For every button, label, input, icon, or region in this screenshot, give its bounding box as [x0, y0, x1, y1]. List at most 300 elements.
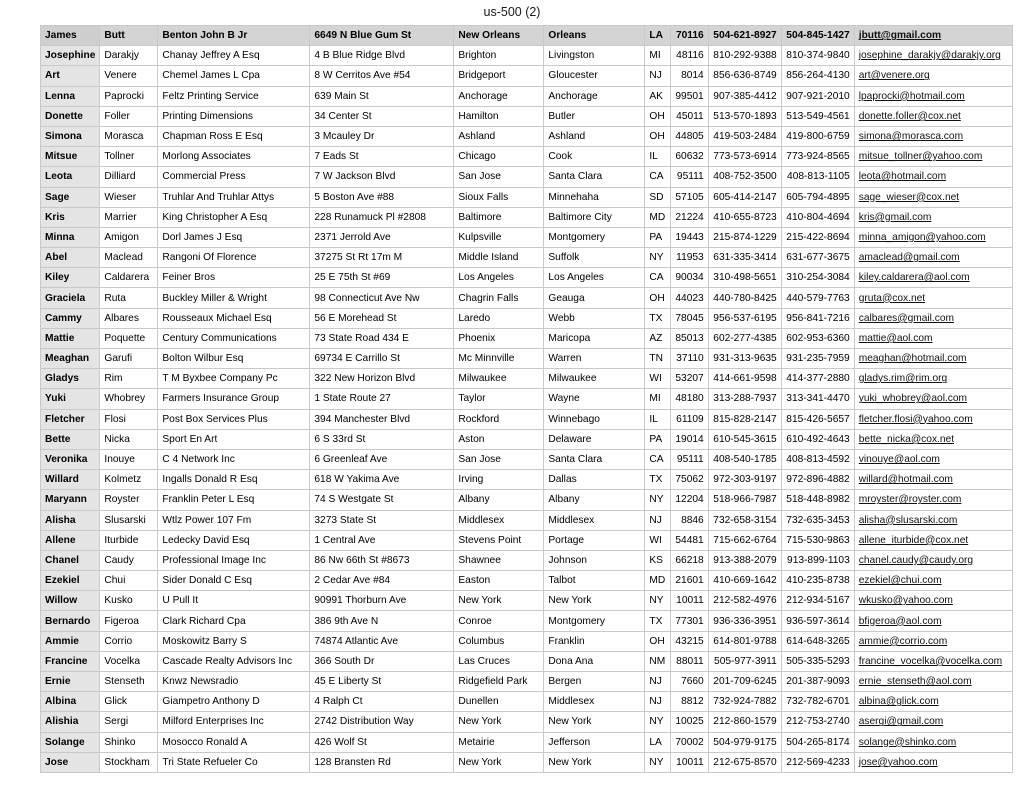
cell-state[interactable]: OH — [645, 126, 671, 146]
cell-county[interactable]: Middlesex — [544, 510, 645, 530]
cell-phone1[interactable]: 936-336-3951 — [708, 611, 781, 631]
cell-last-name[interactable]: Flosi — [100, 409, 158, 429]
cell-company[interactable]: Tri State Refueler Co — [158, 752, 310, 772]
cell-zip[interactable]: 48116 — [671, 46, 708, 66]
cell-company[interactable]: Bolton Wilbur Esq — [158, 349, 310, 369]
cell-phone1[interactable]: 602-277-4385 — [708, 328, 781, 348]
cell-zip[interactable]: 57105 — [671, 187, 708, 207]
cell-phone2[interactable]: 931-235-7959 — [781, 349, 854, 369]
cell-email[interactable]: kris@gmail.com — [854, 207, 1012, 227]
cell-state[interactable]: MI — [645, 389, 671, 409]
cell-company[interactable]: Moskowitz Barry S — [158, 631, 310, 651]
cell-last-name[interactable]: Corrio — [100, 631, 158, 651]
cell-state[interactable]: CA — [645, 449, 671, 469]
cell-email[interactable]: mitsue_tollner@yahoo.com — [854, 147, 1012, 167]
cell-phone1[interactable]: 212-675-8570 — [708, 752, 781, 772]
cell-phone1[interactable]: 313-288-7937 — [708, 389, 781, 409]
cell-address[interactable]: 34 Center St — [310, 106, 454, 126]
cell-first-name[interactable]: Graciela — [41, 288, 100, 308]
cell-phone1[interactable]: 810-292-9388 — [708, 46, 781, 66]
cell-email[interactable]: wkusko@yahoo.com — [854, 591, 1012, 611]
cell-last-name[interactable]: Wieser — [100, 187, 158, 207]
cell-state[interactable]: CA — [645, 268, 671, 288]
cell-city[interactable]: Irving — [454, 470, 544, 490]
cell-address[interactable]: 3 Mcauley Dr — [310, 126, 454, 146]
cell-last-name[interactable]: Foller — [100, 106, 158, 126]
cell-county[interactable]: Baltimore City — [544, 207, 645, 227]
cell-email[interactable]: simona@morasca.com — [854, 126, 1012, 146]
cell-state[interactable]: SD — [645, 187, 671, 207]
cell-email[interactable]: asergi@gmail.com — [854, 712, 1012, 732]
cell-phone1[interactable]: 631-335-3414 — [708, 248, 781, 268]
cell-phone1[interactable]: 956-537-6195 — [708, 308, 781, 328]
cell-company[interactable]: Giampetro Anthony D — [158, 692, 310, 712]
cell-phone1[interactable]: 504-979-9175 — [708, 732, 781, 752]
cell-phone1[interactable]: 732-924-7882 — [708, 692, 781, 712]
cell-zip[interactable]: 90034 — [671, 268, 708, 288]
cell-city[interactable]: Los Angeles — [454, 268, 544, 288]
cell-city[interactable]: Phoenix — [454, 328, 544, 348]
cell-county[interactable]: Delaware — [544, 429, 645, 449]
cell-phone1[interactable]: 504-621-8927 — [708, 26, 781, 46]
cell-city[interactable]: New Orleans — [454, 26, 544, 46]
cell-phone1[interactable]: 408-540-1785 — [708, 449, 781, 469]
cell-address[interactable]: 128 Bransten Rd — [310, 752, 454, 772]
cell-phone2[interactable]: 602-953-6360 — [781, 328, 854, 348]
cell-first-name[interactable]: Ernie — [41, 672, 100, 692]
cell-first-name[interactable]: Donette — [41, 106, 100, 126]
cell-state[interactable]: TX — [645, 470, 671, 490]
cell-address[interactable]: 25 E 75th St #69 — [310, 268, 454, 288]
cell-company[interactable]: Feltz Printing Service — [158, 86, 310, 106]
cell-first-name[interactable]: Ammie — [41, 631, 100, 651]
cell-company[interactable]: Ledecky David Esq — [158, 530, 310, 550]
cell-address[interactable]: 74 S Westgate St — [310, 490, 454, 510]
cell-county[interactable]: Orleans — [544, 26, 645, 46]
cell-phone2[interactable]: 212-753-2740 — [781, 712, 854, 732]
cell-city[interactable]: Milwaukee — [454, 369, 544, 389]
cell-county[interactable]: Ashland — [544, 126, 645, 146]
cell-phone2[interactable]: 810-374-9840 — [781, 46, 854, 66]
cell-email[interactable]: mattie@aol.com — [854, 328, 1012, 348]
cell-city[interactable]: Brighton — [454, 46, 544, 66]
cell-phone1[interactable]: 732-658-3154 — [708, 510, 781, 530]
cell-phone1[interactable]: 440-780-8425 — [708, 288, 781, 308]
cell-county[interactable]: Albany — [544, 490, 645, 510]
cell-county[interactable]: Los Angeles — [544, 268, 645, 288]
cell-phone1[interactable]: 212-582-4976 — [708, 591, 781, 611]
cell-phone2[interactable]: 313-341-4470 — [781, 389, 854, 409]
cell-zip[interactable]: 10011 — [671, 752, 708, 772]
cell-last-name[interactable]: Butt — [100, 26, 158, 46]
cell-email[interactable]: calbares@gmail.com — [854, 308, 1012, 328]
cell-state[interactable]: OH — [645, 288, 671, 308]
cell-state[interactable]: TX — [645, 308, 671, 328]
cell-first-name[interactable]: Art — [41, 66, 100, 86]
cell-address[interactable]: 45 E Liberty St — [310, 672, 454, 692]
cell-address[interactable]: 98 Connecticut Ave Nw — [310, 288, 454, 308]
cell-email[interactable]: albina@glick.com — [854, 692, 1012, 712]
cell-city[interactable]: Taylor — [454, 389, 544, 409]
cell-last-name[interactable]: Tollner — [100, 147, 158, 167]
cell-zip[interactable]: 61109 — [671, 409, 708, 429]
cell-first-name[interactable]: Francine — [41, 651, 100, 671]
cell-first-name[interactable]: Alisha — [41, 510, 100, 530]
cell-county[interactable]: Franklin — [544, 631, 645, 651]
cell-address[interactable]: 6 S 33rd St — [310, 429, 454, 449]
cell-city[interactable]: New York — [454, 712, 544, 732]
cell-first-name[interactable]: Solange — [41, 732, 100, 752]
cell-phone1[interactable]: 773-573-6914 — [708, 147, 781, 167]
cell-address[interactable]: 8 W Cerritos Ave #54 — [310, 66, 454, 86]
cell-company[interactable]: Buckley Miller & Wright — [158, 288, 310, 308]
cell-first-name[interactable]: Veronika — [41, 449, 100, 469]
cell-company[interactable]: Knwz Newsradio — [158, 672, 310, 692]
cell-address[interactable]: 86 Nw 66th St #8673 — [310, 550, 454, 570]
cell-company[interactable]: Cascade Realty Advisors Inc — [158, 651, 310, 671]
cell-email[interactable]: vinouye@aol.com — [854, 449, 1012, 469]
cell-company[interactable]: Chapman Ross E Esq — [158, 126, 310, 146]
cell-address[interactable]: 386 9th Ave N — [310, 611, 454, 631]
cell-state[interactable]: OH — [645, 106, 671, 126]
cell-county[interactable]: Anchorage — [544, 86, 645, 106]
cell-city[interactable]: Mc Minnville — [454, 349, 544, 369]
cell-state[interactable]: NJ — [645, 510, 671, 530]
cell-last-name[interactable]: Shinko — [100, 732, 158, 752]
cell-phone2[interactable]: 215-422-8694 — [781, 227, 854, 247]
cell-state[interactable]: TN — [645, 349, 671, 369]
cell-last-name[interactable]: Stenseth — [100, 672, 158, 692]
cell-first-name[interactable]: Jose — [41, 752, 100, 772]
cell-email[interactable]: meaghan@hotmail.com — [854, 349, 1012, 369]
cell-email[interactable]: ernie_stenseth@aol.com — [854, 672, 1012, 692]
cell-company[interactable]: Milford Enterprises Inc — [158, 712, 310, 732]
cell-last-name[interactable]: Vocelka — [100, 651, 158, 671]
cell-phone2[interactable]: 513-549-4561 — [781, 106, 854, 126]
cell-state[interactable]: NJ — [645, 692, 671, 712]
cell-last-name[interactable]: Amigon — [100, 227, 158, 247]
cell-zip[interactable]: 60632 — [671, 147, 708, 167]
cell-county[interactable]: Dallas — [544, 470, 645, 490]
cell-zip[interactable]: 54481 — [671, 530, 708, 550]
cell-zip[interactable]: 85013 — [671, 328, 708, 348]
cell-last-name[interactable]: Iturbide — [100, 530, 158, 550]
cell-phone2[interactable]: 715-530-9863 — [781, 530, 854, 550]
cell-first-name[interactable]: Simona — [41, 126, 100, 146]
cell-county[interactable]: Santa Clara — [544, 167, 645, 187]
cell-address[interactable]: 3273 State St — [310, 510, 454, 530]
cell-county[interactable]: Talbot — [544, 571, 645, 591]
cell-email[interactable]: willard@hotmail.com — [854, 470, 1012, 490]
cell-address[interactable]: 7 W Jackson Blvd — [310, 167, 454, 187]
cell-phone2[interactable]: 201-387-9093 — [781, 672, 854, 692]
cell-company[interactable]: Printing Dimensions — [158, 106, 310, 126]
cell-phone2[interactable]: 614-648-3265 — [781, 631, 854, 651]
cell-county[interactable]: Geauga — [544, 288, 645, 308]
cell-last-name[interactable]: Venere — [100, 66, 158, 86]
cell-county[interactable]: Dona Ana — [544, 651, 645, 671]
cell-city[interactable]: Middle Island — [454, 248, 544, 268]
cell-first-name[interactable]: Sage — [41, 187, 100, 207]
cell-county[interactable]: Portage — [544, 530, 645, 550]
cell-last-name[interactable]: Garufi — [100, 349, 158, 369]
cell-phone2[interactable]: 504-265-8174 — [781, 732, 854, 752]
cell-zip[interactable]: 21224 — [671, 207, 708, 227]
cell-first-name[interactable]: Maryann — [41, 490, 100, 510]
cell-company[interactable]: Benton John B Jr — [158, 26, 310, 46]
cell-phone2[interactable]: 212-934-5167 — [781, 591, 854, 611]
cell-phone1[interactable]: 419-503-2484 — [708, 126, 781, 146]
cell-city[interactable]: Shawnee — [454, 550, 544, 570]
cell-company[interactable]: Farmers Insurance Group — [158, 389, 310, 409]
cell-email[interactable]: fletcher.flosi@yahoo.com — [854, 409, 1012, 429]
cell-first-name[interactable]: James — [41, 26, 100, 46]
cell-city[interactable]: Anchorage — [454, 86, 544, 106]
cell-first-name[interactable]: Allene — [41, 530, 100, 550]
cell-county[interactable]: Suffolk — [544, 248, 645, 268]
cell-first-name[interactable]: Ezekiel — [41, 571, 100, 591]
cell-state[interactable]: NJ — [645, 66, 671, 86]
cell-state[interactable]: IL — [645, 147, 671, 167]
cell-last-name[interactable]: Slusarski — [100, 510, 158, 530]
cell-city[interactable]: Columbus — [454, 631, 544, 651]
cell-company[interactable]: Feiner Bros — [158, 268, 310, 288]
cell-last-name[interactable]: Kusko — [100, 591, 158, 611]
cell-last-name[interactable]: Darakjy — [100, 46, 158, 66]
cell-company[interactable]: U Pull It — [158, 591, 310, 611]
cell-address[interactable]: 394 Manchester Blvd — [310, 409, 454, 429]
cell-state[interactable]: NM — [645, 651, 671, 671]
cell-last-name[interactable]: Poquette — [100, 328, 158, 348]
cell-email[interactable]: alisha@slusarski.com — [854, 510, 1012, 530]
cell-city[interactable]: San Jose — [454, 449, 544, 469]
cell-city[interactable]: Las Cruces — [454, 651, 544, 671]
cell-first-name[interactable]: Mattie — [41, 328, 100, 348]
cell-last-name[interactable]: Figeroa — [100, 611, 158, 631]
cell-company[interactable]: Sport En Art — [158, 429, 310, 449]
cell-state[interactable]: MD — [645, 207, 671, 227]
cell-first-name[interactable]: Kris — [41, 207, 100, 227]
cell-phone2[interactable]: 419-800-6759 — [781, 126, 854, 146]
cell-city[interactable]: Conroe — [454, 611, 544, 631]
cell-county[interactable]: Webb — [544, 308, 645, 328]
cell-zip[interactable]: 19014 — [671, 429, 708, 449]
cell-city[interactable]: Sioux Falls — [454, 187, 544, 207]
cell-city[interactable]: Dunellen — [454, 692, 544, 712]
cell-state[interactable]: MD — [645, 571, 671, 591]
cell-phone2[interactable]: 936-597-3614 — [781, 611, 854, 631]
cell-last-name[interactable]: Dilliard — [100, 167, 158, 187]
cell-city[interactable]: San Jose — [454, 167, 544, 187]
cell-city[interactable]: Baltimore — [454, 207, 544, 227]
cell-state[interactable]: PA — [645, 429, 671, 449]
cell-email[interactable]: art@venere.org — [854, 66, 1012, 86]
cell-address[interactable]: 56 E Morehead St — [310, 308, 454, 328]
cell-company[interactable]: Rangoni Of Florence — [158, 248, 310, 268]
cell-phone1[interactable]: 505-977-3911 — [708, 651, 781, 671]
cell-address[interactable]: 2742 Distribution Way — [310, 712, 454, 732]
cell-last-name[interactable]: Kolmetz — [100, 470, 158, 490]
cell-phone2[interactable]: 410-804-4694 — [781, 207, 854, 227]
cell-zip[interactable]: 45011 — [671, 106, 708, 126]
cell-first-name[interactable]: Chanel — [41, 550, 100, 570]
cell-phone1[interactable]: 408-752-3500 — [708, 167, 781, 187]
cell-address[interactable]: 618 W Yakima Ave — [310, 470, 454, 490]
cell-city[interactable]: Hamilton — [454, 106, 544, 126]
cell-zip[interactable]: 70116 — [671, 26, 708, 46]
cell-zip[interactable]: 48180 — [671, 389, 708, 409]
cell-email[interactable]: sage_wieser@cox.net — [854, 187, 1012, 207]
cell-phone1[interactable]: 856-636-8749 — [708, 66, 781, 86]
cell-last-name[interactable]: Paprocki — [100, 86, 158, 106]
cell-phone2[interactable]: 907-921-2010 — [781, 86, 854, 106]
cell-phone1[interactable]: 913-388-2079 — [708, 550, 781, 570]
cell-zip[interactable]: 8014 — [671, 66, 708, 86]
cell-last-name[interactable]: Maclead — [100, 248, 158, 268]
cell-phone2[interactable]: 773-924-8565 — [781, 147, 854, 167]
cell-address[interactable]: 2371 Jerrold Ave — [310, 227, 454, 247]
cell-last-name[interactable]: Marrier — [100, 207, 158, 227]
cell-state[interactable]: NY — [645, 752, 671, 772]
cell-last-name[interactable]: Caudy — [100, 550, 158, 570]
cell-county[interactable]: Butler — [544, 106, 645, 126]
cell-company[interactable]: Truhlar And Truhlar Attys — [158, 187, 310, 207]
cell-phone2[interactable]: 732-635-3453 — [781, 510, 854, 530]
cell-address[interactable]: 4 Ralph Ct — [310, 692, 454, 712]
cell-county[interactable]: Johnson — [544, 550, 645, 570]
cell-county[interactable]: Gloucester — [544, 66, 645, 86]
cell-county[interactable]: Minnehaha — [544, 187, 645, 207]
cell-zip[interactable]: 37110 — [671, 349, 708, 369]
cell-zip[interactable]: 44023 — [671, 288, 708, 308]
cell-company[interactable]: Century Communications — [158, 328, 310, 348]
cell-last-name[interactable]: Albares — [100, 308, 158, 328]
cell-email[interactable]: lpaprocki@hotmail.com — [854, 86, 1012, 106]
cell-county[interactable]: New York — [544, 591, 645, 611]
cell-phone1[interactable]: 513-570-1893 — [708, 106, 781, 126]
cell-phone2[interactable]: 972-896-4882 — [781, 470, 854, 490]
cell-phone1[interactable]: 907-385-4412 — [708, 86, 781, 106]
cell-email[interactable]: yuki_whobrey@aol.com — [854, 389, 1012, 409]
cell-zip[interactable]: 75062 — [671, 470, 708, 490]
cell-first-name[interactable]: Josephine — [41, 46, 100, 66]
cell-first-name[interactable]: Bernardo — [41, 611, 100, 631]
cell-zip[interactable]: 88011 — [671, 651, 708, 671]
cell-state[interactable]: OH — [645, 631, 671, 651]
cell-phone1[interactable]: 931-313-9635 — [708, 349, 781, 369]
cell-first-name[interactable]: Fletcher — [41, 409, 100, 429]
cell-email[interactable]: gladys.rim@rim.org — [854, 369, 1012, 389]
cell-company[interactable]: Commercial Press — [158, 167, 310, 187]
cell-company[interactable]: Professional Image Inc — [158, 550, 310, 570]
cell-county[interactable]: Livingston — [544, 46, 645, 66]
cell-email[interactable]: donette.foller@cox.net — [854, 106, 1012, 126]
cell-phone2[interactable]: 408-813-1105 — [781, 167, 854, 187]
cell-address[interactable]: 69734 E Carrillo St — [310, 349, 454, 369]
cell-email[interactable]: solange@shinko.com — [854, 732, 1012, 752]
cell-phone1[interactable]: 605-414-2147 — [708, 187, 781, 207]
cell-state[interactable]: WI — [645, 530, 671, 550]
cell-state[interactable]: CA — [645, 167, 671, 187]
cell-phone1[interactable]: 201-709-6245 — [708, 672, 781, 692]
cell-zip[interactable]: 11953 — [671, 248, 708, 268]
cell-zip[interactable]: 10025 — [671, 712, 708, 732]
cell-county[interactable]: Santa Clara — [544, 449, 645, 469]
cell-first-name[interactable]: Alishia — [41, 712, 100, 732]
cell-last-name[interactable]: Morasca — [100, 126, 158, 146]
cell-phone1[interactable]: 410-655-8723 — [708, 207, 781, 227]
cell-county[interactable]: Maricopa — [544, 328, 645, 348]
cell-phone2[interactable]: 610-492-4643 — [781, 429, 854, 449]
cell-address[interactable]: 639 Main St — [310, 86, 454, 106]
cell-phone1[interactable]: 610-545-3615 — [708, 429, 781, 449]
cell-zip[interactable]: 99501 — [671, 86, 708, 106]
cell-address[interactable]: 90991 Thorburn Ave — [310, 591, 454, 611]
cell-phone2[interactable]: 856-264-4130 — [781, 66, 854, 86]
cell-state[interactable]: AK — [645, 86, 671, 106]
cell-email[interactable]: mroyster@royster.com — [854, 490, 1012, 510]
cell-zip[interactable]: 44805 — [671, 126, 708, 146]
cell-address[interactable]: 6 Greenleaf Ave — [310, 449, 454, 469]
cell-zip[interactable]: 43215 — [671, 631, 708, 651]
cell-county[interactable]: New York — [544, 712, 645, 732]
cell-phone1[interactable]: 414-661-9598 — [708, 369, 781, 389]
cell-phone2[interactable]: 440-579-7763 — [781, 288, 854, 308]
cell-phone2[interactable]: 504-845-1427 — [781, 26, 854, 46]
cell-address[interactable]: 366 South Dr — [310, 651, 454, 671]
cell-last-name[interactable]: Chui — [100, 571, 158, 591]
cell-state[interactable]: NY — [645, 248, 671, 268]
cell-zip[interactable]: 95111 — [671, 449, 708, 469]
cell-last-name[interactable]: Glick — [100, 692, 158, 712]
cell-address[interactable]: 74874 Atlantic Ave — [310, 631, 454, 651]
cell-first-name[interactable]: Willard — [41, 470, 100, 490]
cell-company[interactable]: Morlong Associates — [158, 147, 310, 167]
cell-state[interactable]: IL — [645, 409, 671, 429]
cell-phone2[interactable]: 408-813-4592 — [781, 449, 854, 469]
cell-company[interactable]: C 4 Network Inc — [158, 449, 310, 469]
cell-state[interactable]: LA — [645, 26, 671, 46]
cell-first-name[interactable]: Kiley — [41, 268, 100, 288]
cell-phone2[interactable]: 212-569-4233 — [781, 752, 854, 772]
cell-address[interactable]: 1 Central Ave — [310, 530, 454, 550]
cell-phone1[interactable]: 815-828-2147 — [708, 409, 781, 429]
cell-address[interactable]: 228 Runamuck Pl #2808 — [310, 207, 454, 227]
cell-city[interactable]: Rockford — [454, 409, 544, 429]
cell-company[interactable]: Ingalls Donald R Esq — [158, 470, 310, 490]
cell-state[interactable]: NY — [645, 712, 671, 732]
cell-state[interactable]: TX — [645, 611, 671, 631]
cell-city[interactable]: Chicago — [454, 147, 544, 167]
cell-phone2[interactable]: 732-782-6701 — [781, 692, 854, 712]
cell-phone1[interactable]: 715-662-6764 — [708, 530, 781, 550]
cell-state[interactable]: AZ — [645, 328, 671, 348]
cell-phone1[interactable]: 518-966-7987 — [708, 490, 781, 510]
cell-phone2[interactable]: 605-794-4895 — [781, 187, 854, 207]
cell-state[interactable]: KS — [645, 550, 671, 570]
cell-phone1[interactable]: 410-669-1642 — [708, 571, 781, 591]
cell-phone2[interactable]: 631-677-3675 — [781, 248, 854, 268]
cell-city[interactable]: Bridgeport — [454, 66, 544, 86]
cell-city[interactable]: Albany — [454, 490, 544, 510]
cell-company[interactable]: Chemel James L Cpa — [158, 66, 310, 86]
cell-phone2[interactable]: 913-899-1103 — [781, 550, 854, 570]
cell-state[interactable]: NJ — [645, 672, 671, 692]
cell-last-name[interactable]: Ruta — [100, 288, 158, 308]
cell-first-name[interactable]: Willow — [41, 591, 100, 611]
cell-state[interactable]: NY — [645, 490, 671, 510]
cell-last-name[interactable]: Inouye — [100, 449, 158, 469]
